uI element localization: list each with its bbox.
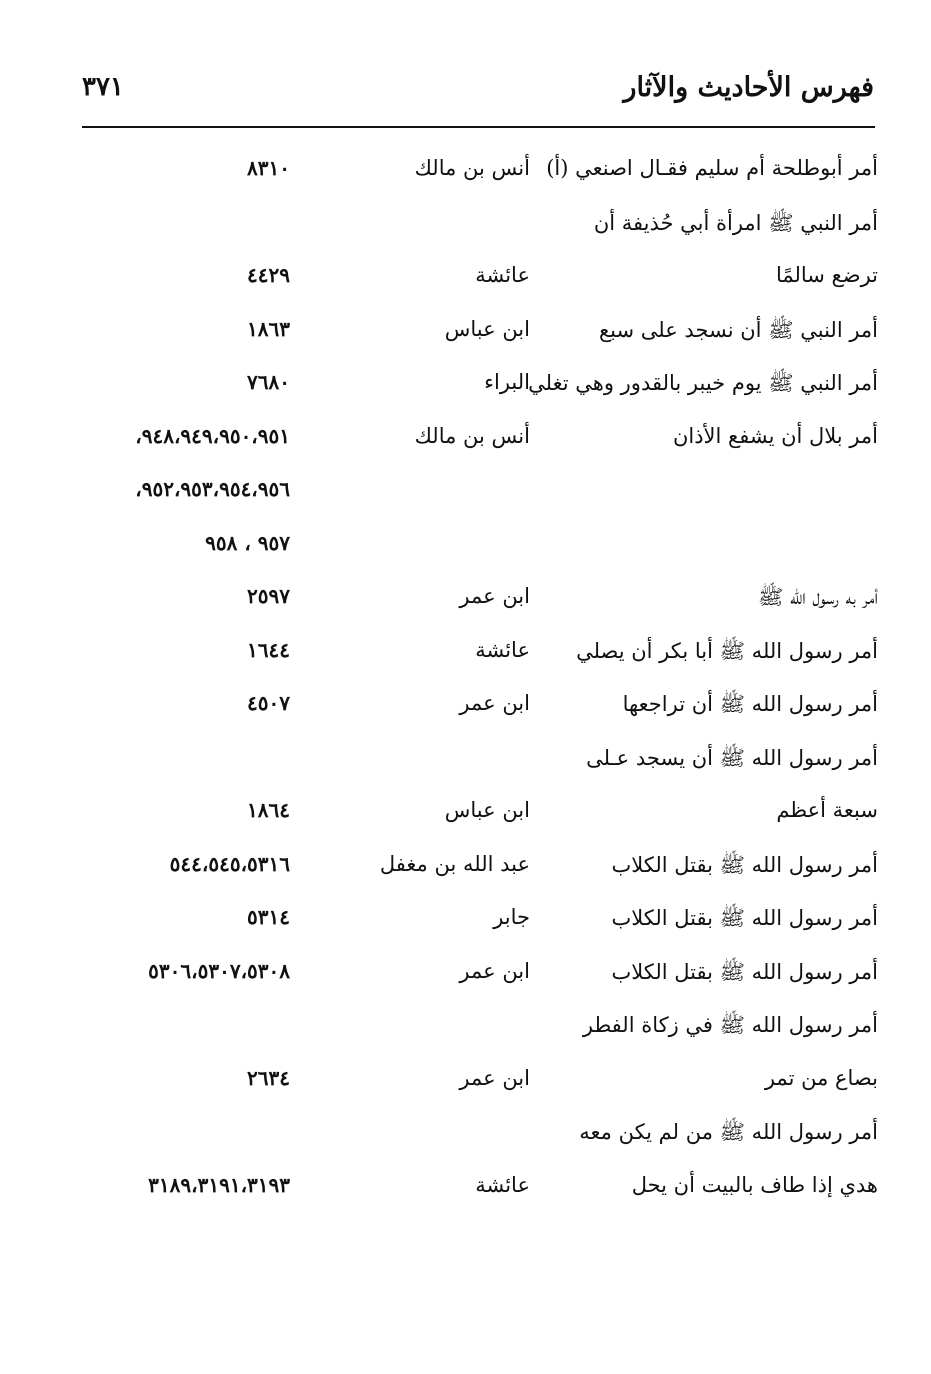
page-number: ٣٧١ bbox=[82, 72, 124, 102]
hadith-text: أمر النبي ﷺ امرأة أبي حُذيفة أن bbox=[593, 210, 878, 235]
index-row bbox=[60, 683, 890, 737]
index-row bbox=[60, 897, 890, 951]
index-row bbox=[60, 523, 890, 577]
hadith-text: أمر أبوطلحة أم سليم فقـال اصنعي (أ) bbox=[546, 156, 878, 180]
index-title: فهرس الأحاديث والآثار bbox=[623, 72, 874, 103]
narrator-name: البراء bbox=[484, 370, 530, 394]
header-divider bbox=[82, 126, 875, 128]
index-row bbox=[60, 951, 890, 1005]
narrator-name: ابن عمر bbox=[459, 958, 530, 983]
index-row bbox=[60, 1004, 890, 1058]
index-row bbox=[60, 416, 890, 470]
reference-numbers: ١٦٤٤ bbox=[247, 637, 290, 662]
hadith-text: أمر النبي ﷺ يوم خيبر بالقدور وهي تغلي bbox=[528, 371, 878, 395]
reference-numbers: ١٨٦٣ bbox=[247, 316, 290, 341]
reference-numbers: ٢٥٩٧ bbox=[247, 584, 290, 608]
reference-numbers: ٩٤٨،٩٤٩،٩٥٠،٩٥١، bbox=[135, 423, 290, 448]
reference-numbers: ٤٤٢٩ bbox=[247, 263, 290, 287]
narrator-name: ابن عمر bbox=[459, 1065, 530, 1090]
narrator-name: جابر bbox=[493, 905, 530, 929]
reference-numbers: ٤٥٠٧ bbox=[247, 691, 290, 715]
index-row bbox=[60, 148, 890, 202]
narrator-name: عائشة bbox=[475, 637, 530, 662]
hadith-text: أمر رسول الله ﷺ في زكاة الفطر bbox=[582, 1013, 878, 1037]
hadith-text: بصاع من تمر bbox=[764, 1065, 878, 1090]
hadith-text: أمر رسول الله ﷺ من لم يكن معه bbox=[579, 1120, 878, 1144]
index-row bbox=[60, 469, 890, 523]
hadith-text: أمر رسول الله ﷺ أبا بكر أن يصلي bbox=[576, 638, 878, 663]
reference-numbers: ٣١٨٩،٣١٩١،٣١٩٣ bbox=[148, 1172, 290, 1197]
narrator-name: ابن عباس bbox=[444, 316, 530, 341]
index-row bbox=[60, 630, 890, 684]
reference-numbers: ٥٣١٤ bbox=[247, 905, 290, 929]
reference-numbers: ٢٦٣٤ bbox=[247, 1065, 290, 1090]
narrator-name: عبد الله بن مغفل bbox=[379, 851, 530, 876]
index-row bbox=[60, 255, 890, 309]
reference-numbers: ٩٥٧ ، ٩٥٨ bbox=[205, 530, 290, 555]
index-row bbox=[60, 1111, 890, 1165]
hadith-text: أمر بلال أن يشفع الأذان bbox=[672, 423, 878, 448]
narrator-name: عائشة bbox=[475, 263, 530, 287]
narrator-name: ابن عمر bbox=[459, 691, 530, 715]
hadith-text: هدي إذا طاف بالبيت أن يحل bbox=[631, 1172, 878, 1197]
index-row bbox=[60, 737, 890, 791]
index-row bbox=[60, 362, 890, 416]
reference-numbers: ٥٣٠٦،٥٣٠٧،٥٣٠٨ bbox=[148, 958, 290, 983]
hadith-text: ترضع سالمًا bbox=[775, 263, 878, 287]
index-row bbox=[60, 576, 890, 630]
hadith-text: أمر به رسول الله ﷺ bbox=[757, 585, 878, 609]
index-row bbox=[60, 202, 890, 256]
index-row bbox=[60, 309, 890, 363]
reference-numbers: ١٨٦٤ bbox=[247, 798, 290, 822]
reference-numbers: ٩٥٢،٩٥٣،٩٥٤،٩٥٦، bbox=[135, 477, 290, 501]
hadith-text: أمر رسول الله ﷺ أن يسجد عـلى bbox=[586, 745, 878, 770]
reference-numbers: ٧٦٨٠ bbox=[247, 370, 290, 394]
hadith-text: أمر رسول الله ﷺ بقتل الكلاب bbox=[611, 906, 878, 930]
narrator-name: عائشة bbox=[475, 1172, 530, 1197]
narrator-name: أنس بن مالك bbox=[414, 423, 530, 448]
hadith-text: أمر رسول الله ﷺ أن تراجعها bbox=[622, 692, 878, 716]
hadith-text: أمر رسول الله ﷺ بقتل الكلاب bbox=[611, 852, 878, 877]
hadith-text: أمر رسول الله ﷺ بقتل الكلاب bbox=[611, 959, 878, 984]
hadith-text: سبعة أعظم bbox=[776, 798, 878, 822]
index-row bbox=[60, 844, 890, 898]
narrator-name: أنس بن مالك bbox=[414, 156, 530, 180]
index-row bbox=[60, 1165, 890, 1219]
hadith-index-list bbox=[60, 148, 890, 1218]
narrator-name: ابن عمر bbox=[459, 584, 530, 608]
index-row bbox=[60, 1058, 890, 1112]
hadith-text: أمر النبي ﷺ أن نسجد على سبع bbox=[598, 317, 878, 342]
page-header bbox=[82, 72, 874, 116]
reference-numbers: ٨٣١٠ bbox=[247, 156, 290, 180]
reference-numbers: ٥٤٤،٥٤٥،٥٣١٦ bbox=[169, 851, 290, 876]
index-row bbox=[60, 790, 890, 844]
narrator-name: ابن عباس bbox=[444, 798, 530, 822]
